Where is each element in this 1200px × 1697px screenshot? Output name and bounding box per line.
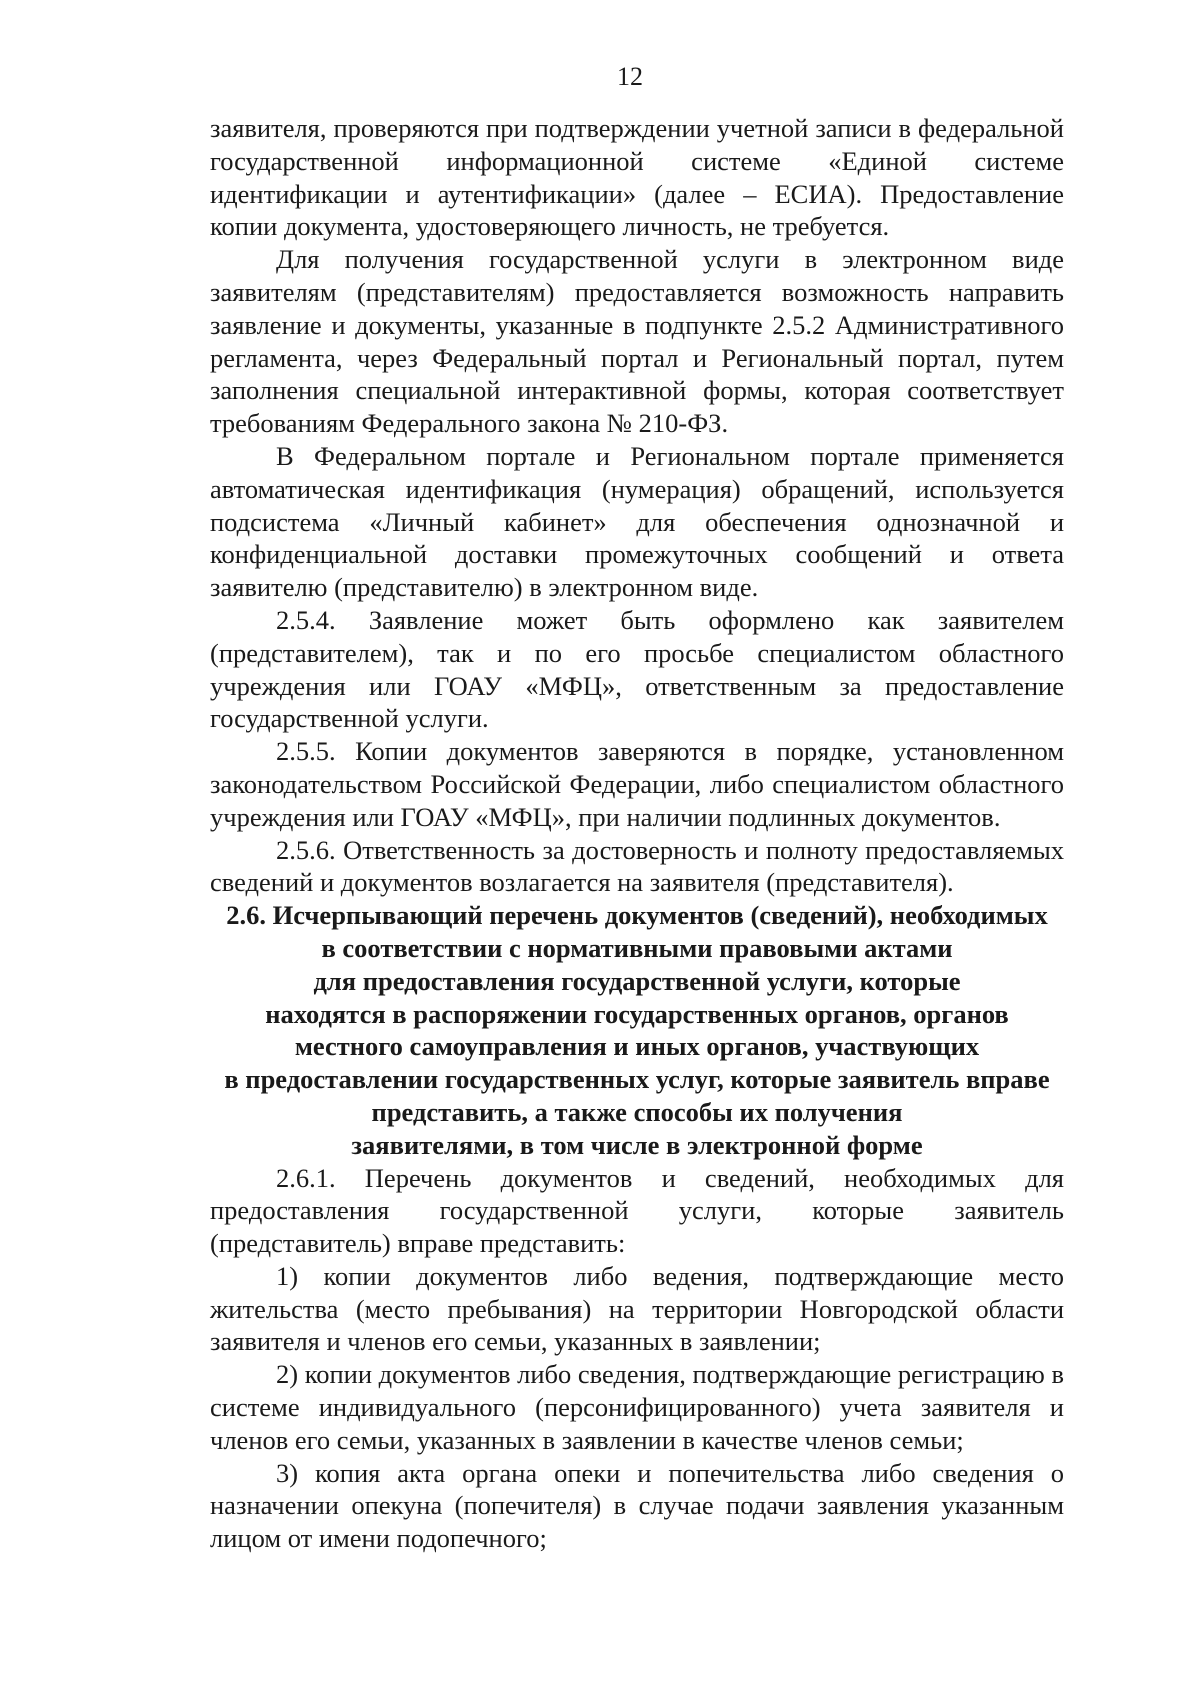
heading-line: для предоставления государственной услуги, которые <box>313 965 961 996</box>
heading-line: находятся в распоряжении государственных органов, органов <box>265 998 1009 1029</box>
list-item-1: 1) копии документов либо ведения, подтверждающие место жительства (место пребывания) на территории Новгородской области заявителя и членов его семьи, указанных в заявлении; <box>210 1260 1064 1357</box>
heading-line: местного самоуправления и иных органов, участвующих <box>294 1031 980 1062</box>
heading-line: представить, а также способы их получения <box>371 1096 903 1127</box>
document-body <box>210 112 1064 1555</box>
paragraph-2-5-4: 2.5.4. Заявление может быть оформлено как заявителем (представителем), так и по его просьбе специалистом областного учреждения или ГОАУ «МФЦ», ответственным за предоставление государственной услуги. <box>210 604 1064 734</box>
paragraph-2-5-5: 2.5.5. Копии документов заверяются в порядке, установленном законодательством Российской Федерации, либо специалистом областного учреждения или ГОАУ «МФЦ», при наличии подлинных документов. <box>210 736 1064 832</box>
paragraph-2-5-6: 2.5.6. Ответственность за достоверность и полноту предоставляемых сведений и документов возлагается на заявителя (представителя). <box>210 834 1064 898</box>
heading-line: в предоставлении государственных услуг, которые заявитель вправе <box>224 1064 1050 1095</box>
section-heading-2-6 <box>210 899 1064 1161</box>
paragraph-portal-identification: В Федеральном портале и Региональном портале применяется автоматическая идентификация (нумерация) обращений, используется подсистема «Личный кабинет» для обеспечения однозначной и конфиденциальной доставки промежуточных сообщений и ответа заявителю (представителю) в электронном виде. <box>210 440 1064 603</box>
heading-line: 2.6. Исчерпывающий перечень документов (сведений), необходимых <box>226 900 1048 931</box>
paragraph-continuation: заявителя, проверяются при подтверждении учетной записи в федеральной государственной информационной системе «Единой системе идентификации и аутентификации» (далее – ЕСИА). Предоставление копии документа, удостоверяющего личность, не требуется. <box>210 113 1064 242</box>
heading-line: в соответствии с нормативными правовыми актами <box>321 932 953 963</box>
list-item-2: 2) копии документов либо сведения, подтверждающие регистрацию в системе индивидуального (персонифицированного) учета заявителя и членов его семьи, указанных в заявлении в качестве членов семьи; <box>210 1359 1064 1455</box>
heading-line: заявителями, в том числе в электронной форме <box>351 1129 923 1160</box>
page-number: 12 <box>617 62 643 91</box>
list-item-3: 3) копия акта органа опеки и попечительства либо сведения о назначении опекуна (попечителя) в случае подачи заявления указанным лицом от имени подопечного; <box>210 1457 1064 1554</box>
paragraph-2-6-1: 2.6.1. Перечень документов и сведений, необходимых для предоставления государственной услуги, которые заявитель (представитель) вправе представить: <box>210 1162 1064 1259</box>
paragraph-electronic-submission: Для получения государственной услуги в электронном виде заявителям (представителям) предоставляется возможность направить заявление и документы, указанные в подпункте 2.5.2 Административного регламента, через Федеральный портал и Региональный портал, путем заполнения специальной интерактивной формы, которая соответствует требованиям Федерального закона № 210-ФЗ. <box>210 244 1064 439</box>
